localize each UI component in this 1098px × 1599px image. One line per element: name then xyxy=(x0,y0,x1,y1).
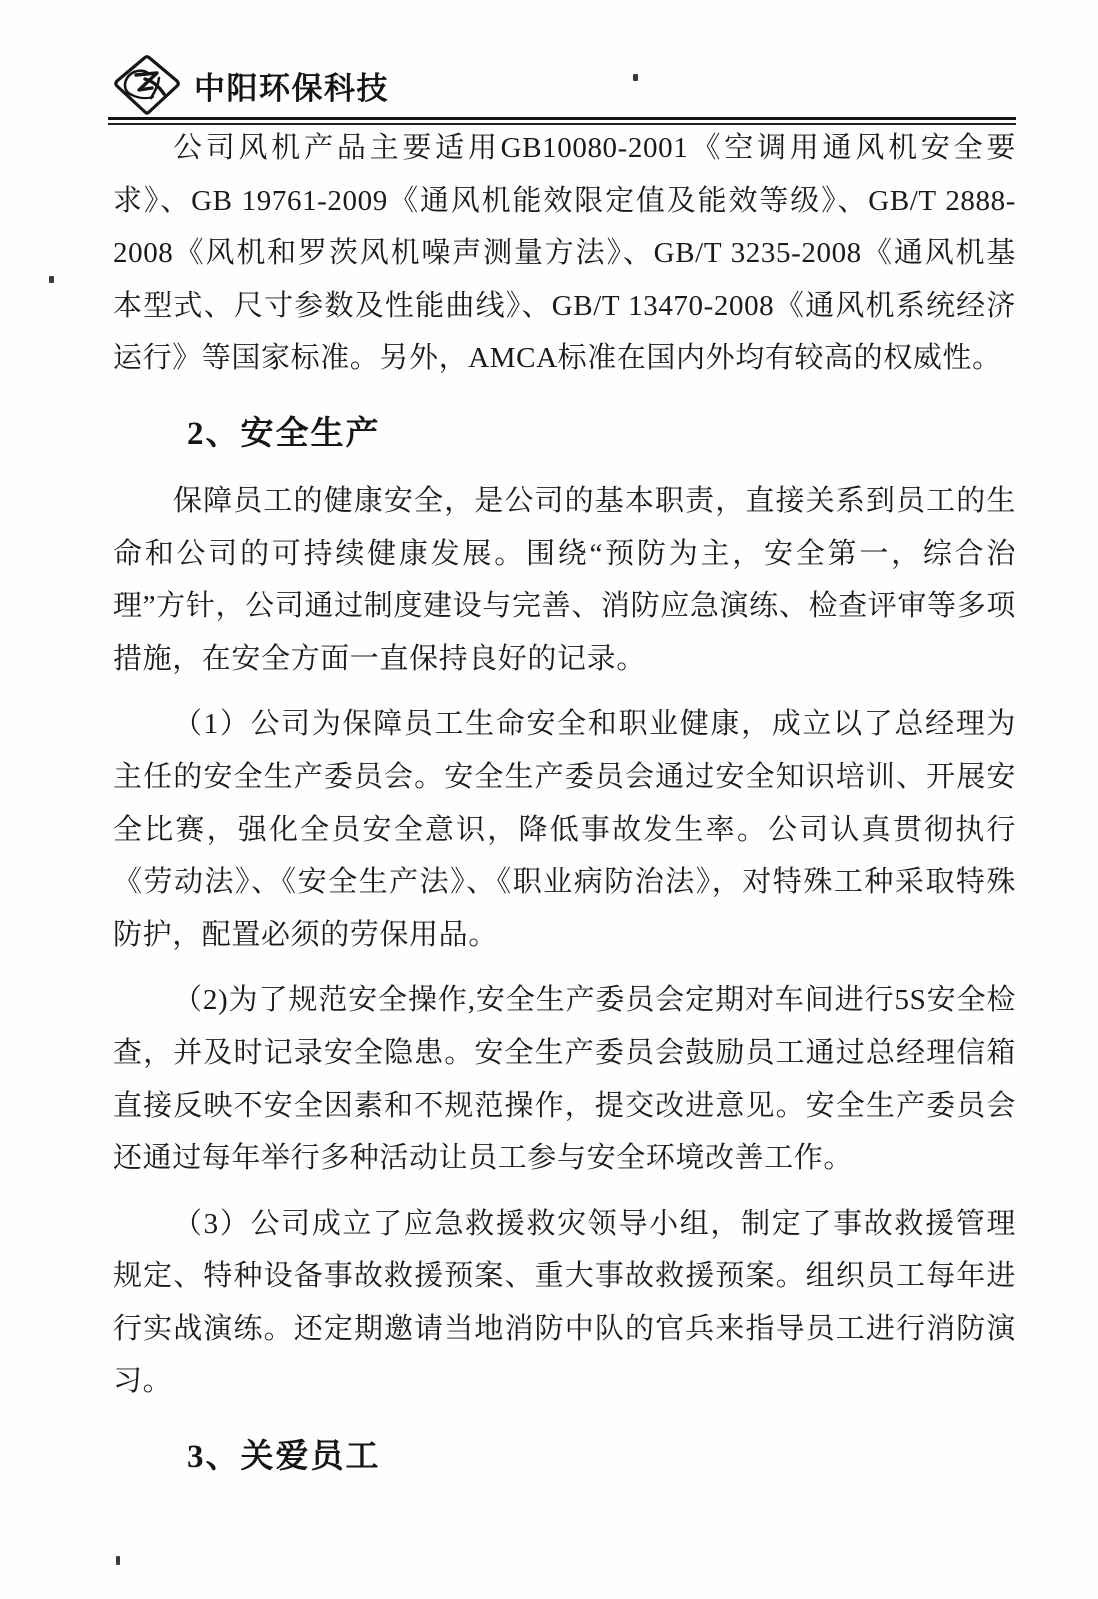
paragraph-safety-committee: （1）公司为保障员工生命安全和职业健康，成立以了总经理为主任的安全生产委员会。安全生产委员会通过安全知识培训、开展安全比赛，强化全员安全意识，降低事故发生率。公司认真贯彻执行《劳动法》、《安全生产法》、《职业病防治法》，对特殊工种采取特殊防护，配置必须的劳保用品。 xyxy=(113,708,1016,951)
paragraph-safety-overview: 保障员工的健康安全，是公司的基本职责，直接关系到员工的生命和公司的可持续健康发展。围绕“预防为主，安全第一，综合治理”方针，公司通过制度建设与完善、消防应急演练、检查评审等多项措施，在安全方面一直保持良好的记录。 xyxy=(113,484,1016,675)
document-body xyxy=(113,122,1016,1498)
heading-safety-production: 2、安全生产 xyxy=(187,415,381,452)
paragraph-fan-standards: 公司风机产品主要适用GB10080-2001《空调用通风机安全要求》、GB 19761-2009《通风机能效限定值及能效等级》、GB/T 2888-2008《风机和罗茨风机噪声测量方法》、GB/T 3235-2008《通风机基本型式、尺寸参数及性能曲线》、GB/T 13470-2008《通风机系统经济运行》等国家标准。另外，AMCA标准在国内外均有较高的权威性。 xyxy=(113,132,1016,375)
scan-speck xyxy=(49,276,54,283)
paragraph-5s-inspection: （2)为了规范安全操作,安全生产委员会定期对车间进行5S安全检查，并及时记录安全隐患。安全生产委员会鼓励员工通过总经理信箱直接反映不安全因素和不规范操作，提交改进意见。安全生产委员会还通过每年举行多种活动让员工参与安全环境改善工作。 xyxy=(113,984,1016,1175)
page-header xyxy=(112,54,389,116)
heading-employee-care: 3、关爱员工 xyxy=(187,1439,381,1476)
company-logo-icon xyxy=(112,54,182,116)
paragraph-emergency-rescue: （3）公司成立了应急救援救灾领导小组，制定了事故救援管理规定、特种设备事故救援预案、重大事故救援预案。组织员工每年进行实战演练。还定期邀请当地消防中队的官兵来指导员工进行消防演习。 xyxy=(113,1207,1016,1398)
scan-speck xyxy=(633,74,638,81)
scan-speck xyxy=(116,1556,120,1565)
company-brand-text: 中阳环保科技 xyxy=(194,70,389,107)
